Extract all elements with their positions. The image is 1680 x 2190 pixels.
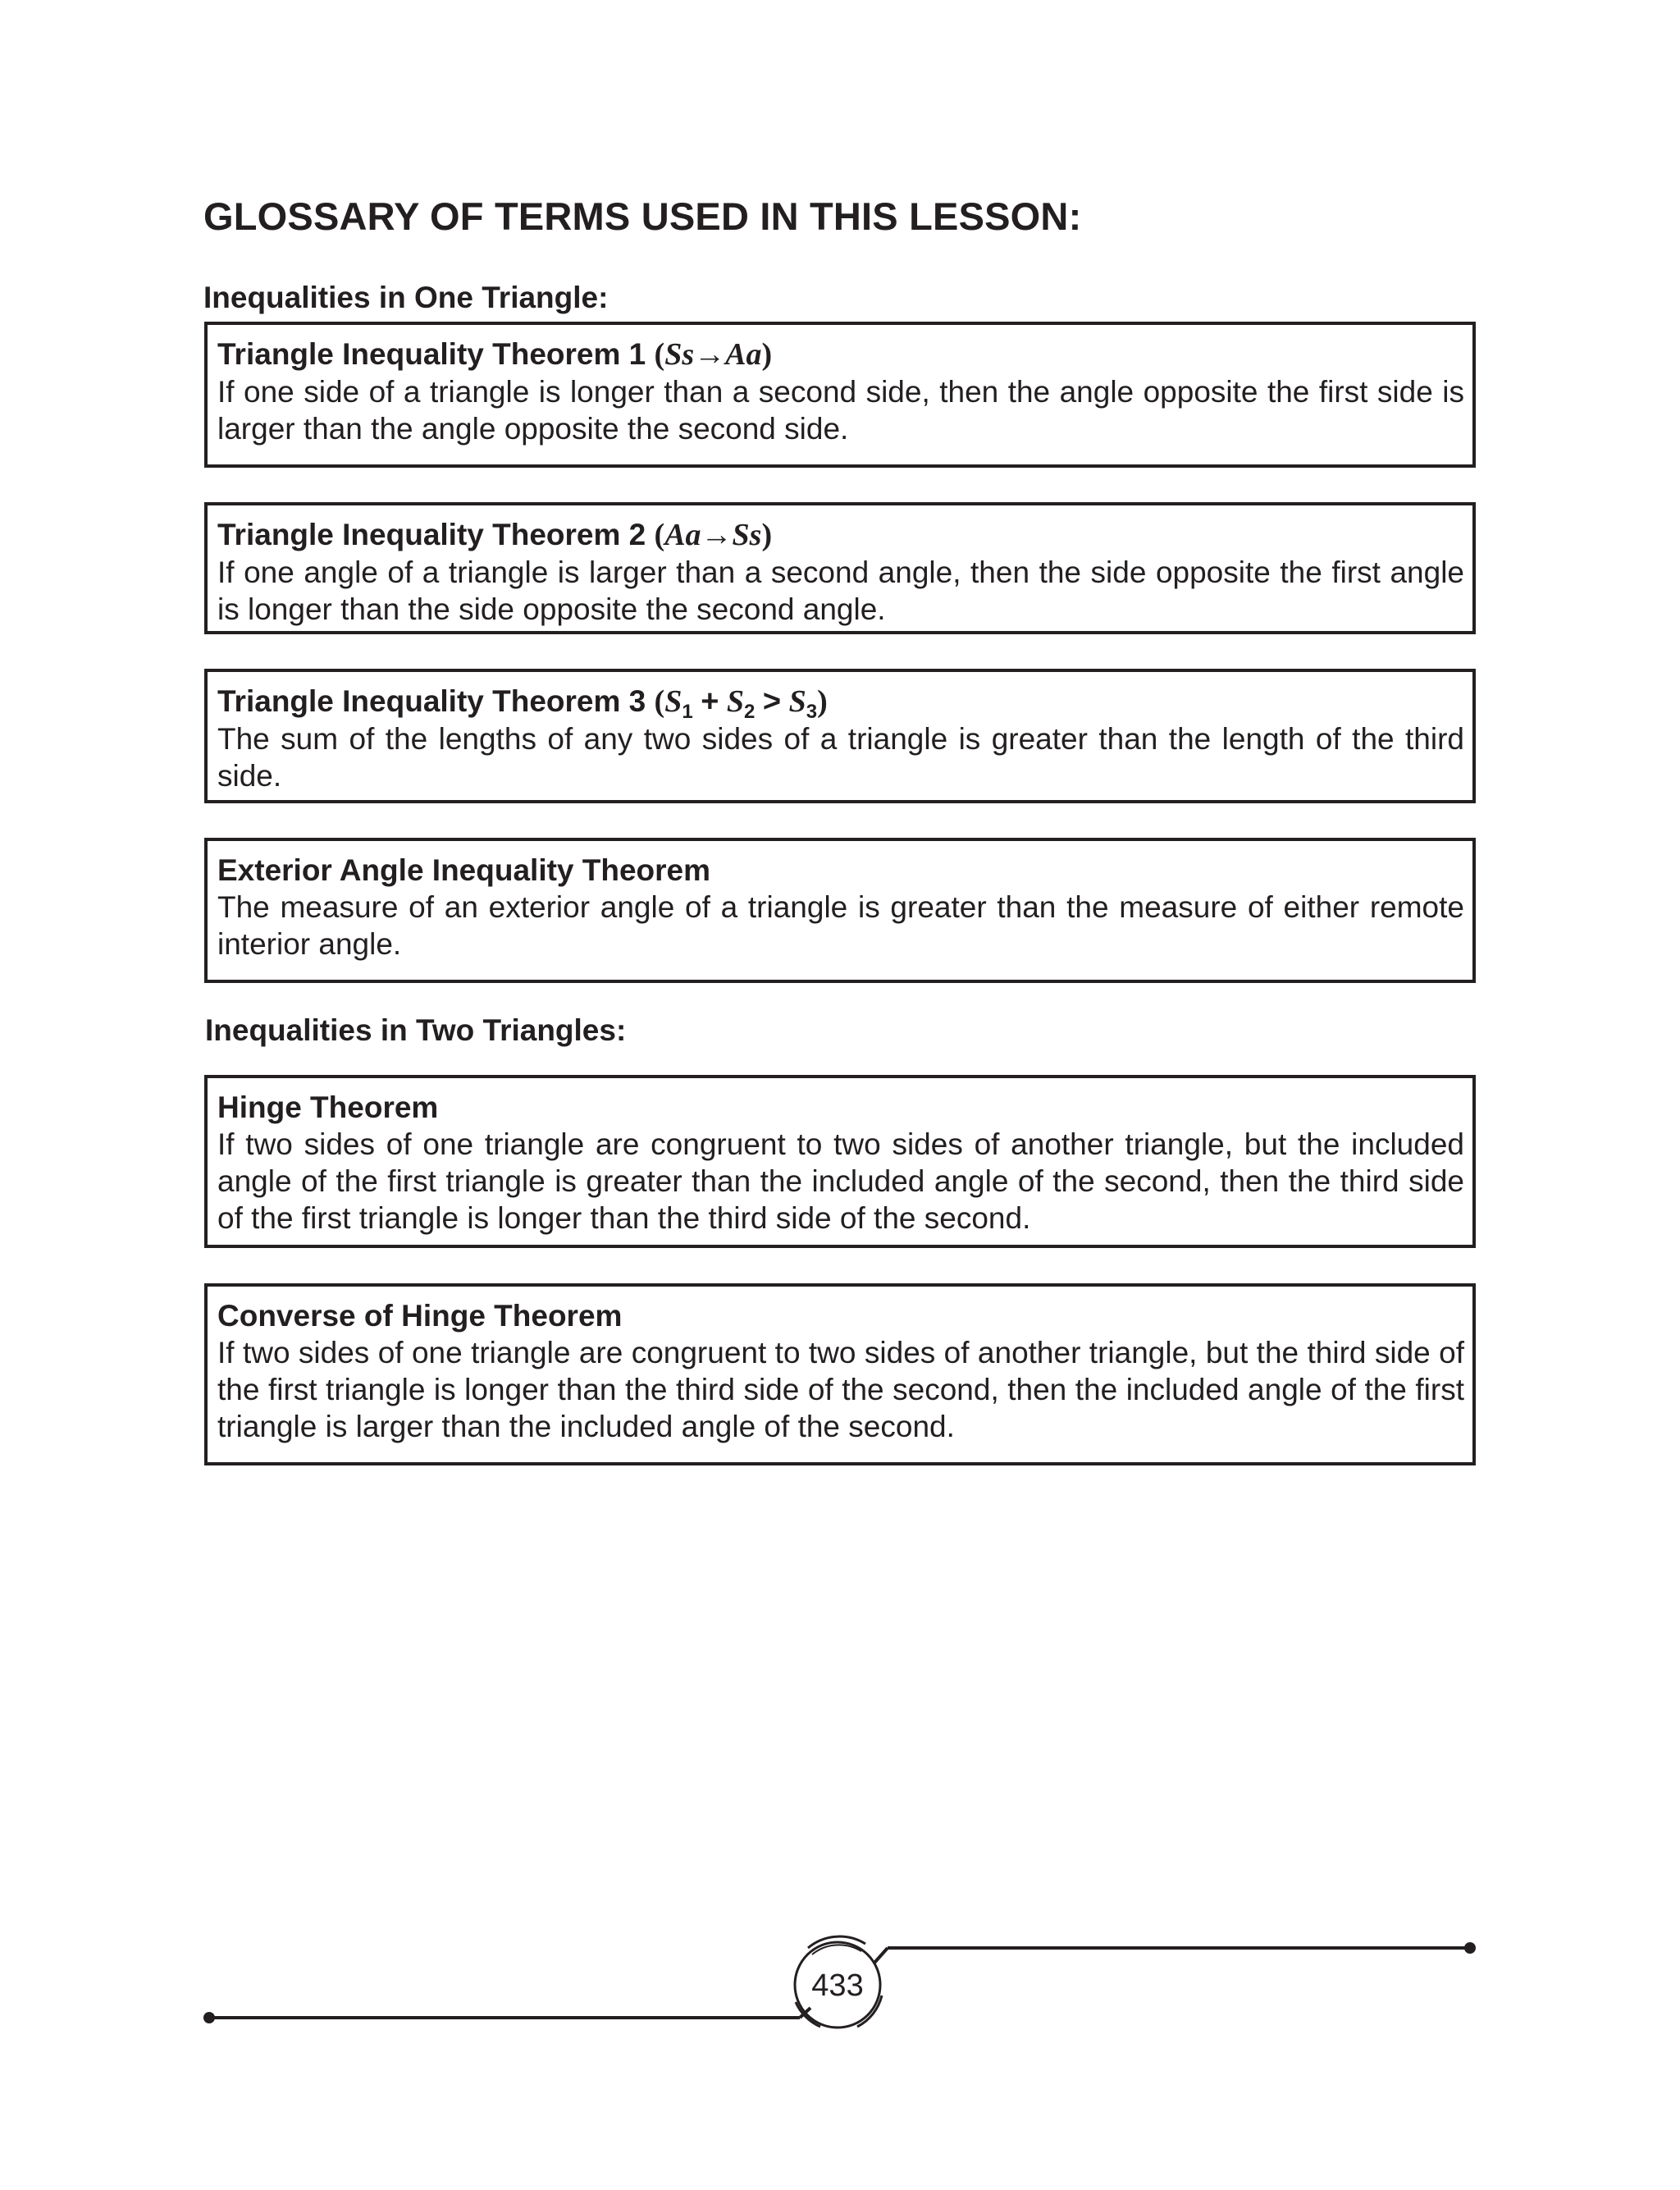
term-box-triangle-inequality-theorem-2 — [204, 502, 1476, 634]
term-formula: (Aa→Ss) — [654, 518, 773, 552]
term-title: Triangle Inequality Theorem 2 — [217, 518, 646, 551]
term-title: Triangle Inequality Theorem 3 — [217, 684, 646, 718]
term-title: Exterior Angle Inequality Theorem — [217, 853, 711, 887]
term-box-converse-of-hinge-theorem — [204, 1283, 1476, 1465]
term-box-hinge-theorem — [204, 1075, 1476, 1248]
term-box-triangle-inequality-theorem-3 — [204, 669, 1476, 803]
term-definition: The measure of an exterior angle of a triangle is greater than the measure of either remote interior angle. — [217, 890, 1464, 961]
section-heading-one-triangle: Inequalities in One Triangle: — [203, 281, 609, 314]
term-title-row — [217, 336, 1464, 373]
term-definition: The sum of the lengths of any two sides of a triangle is greater than the length of the third side. — [217, 722, 1464, 793]
term-definition: If two sides of one triangle are congruent to two sides of another triangle, but the third side of the first triangle is longer than the third side of the second, then the included angle of the first triangle is larger than the included angle of the second. — [217, 1336, 1464, 1443]
term-title-row — [217, 516, 1464, 554]
term-title: Converse of Hinge Theorem — [217, 1299, 623, 1333]
term-title: Triangle Inequality Theorem 1 — [217, 337, 646, 371]
page-number: 433 — [811, 1968, 864, 2003]
term-definition: If one angle of a triangle is larger than a second angle, then the side opposite the first angle is longer than the side opposite the second angle. — [217, 556, 1464, 626]
term-box-exterior-angle-inequality-theorem — [204, 838, 1476, 983]
term-formula: (Ss→Aa) — [654, 337, 773, 372]
term-definition: If two sides of one triangle are congruent to two sides of another triangle, but the included angle of the first triangle is greater than the included angle of the second, then the third side of the first triangle is longer than the third side of the second. — [217, 1127, 1464, 1235]
term-title: Hinge Theorem — [217, 1090, 439, 1124]
term-box-triangle-inequality-theorem-1 — [204, 322, 1476, 468]
term-formula: $(S_1 + S_2 > S_3)$ — [654, 684, 828, 723]
section-heading-two-triangles: Inequalities in Two Triangles: — [205, 1013, 627, 1047]
page-title: GLOSSARY OF TERMS USED IN THIS LESSON: — [203, 194, 1082, 238]
term-title-row — [217, 683, 1464, 723]
footer-right-connector — [874, 1948, 888, 1963]
term-definition: If one side of a triangle is longer than a second side, then the angle opposite the first side is larger than the angle opposite the second side. — [217, 375, 1464, 446]
footer-right-dot — [1464, 1942, 1476, 1954]
footer-left-dot — [203, 2012, 215, 2023]
